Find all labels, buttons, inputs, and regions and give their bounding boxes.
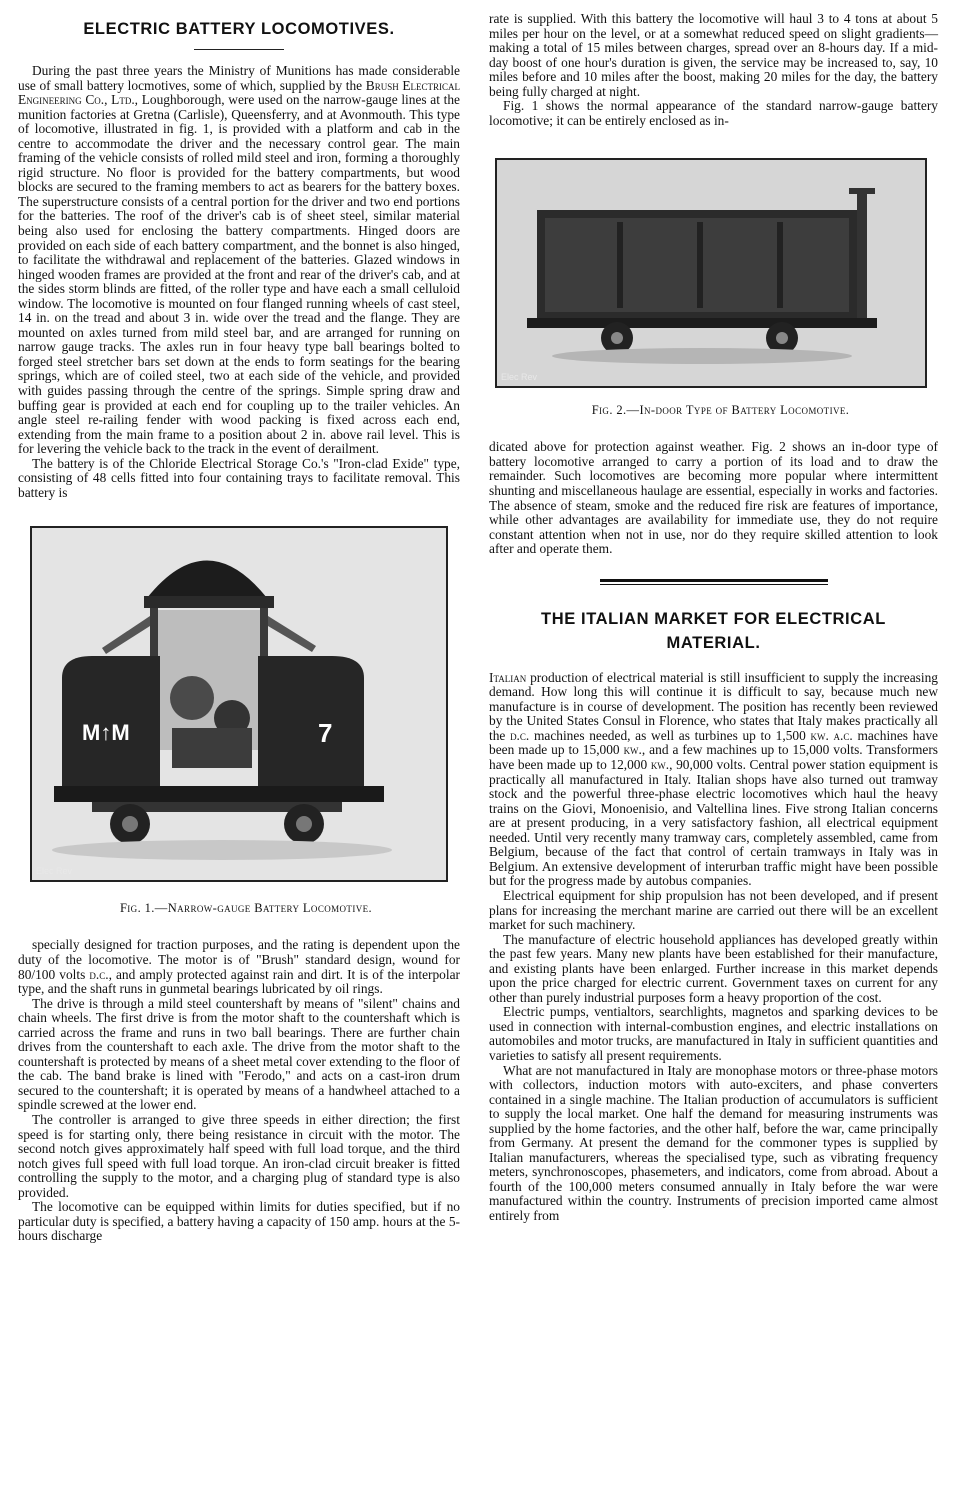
paragraph-household-appliances: The manufacture of electric household appliances has developed greatly within the past few years. Many new plants have been established for their manufacture, and existing plants have been enlarged. Further increase in this market depends upon the price charged for electric current. Government taxes on current for any other than purely industrial purposes form a heavy proportion of the cost. (489, 931, 938, 1005)
figure-1-watermark: Elec Rev (36, 866, 73, 877)
paragraph-rate: rate is supplied. With this battery the locomotive will haul 3 to 4 tons at about 5 miles per hour on the level, or at a somewhat reduced speed on slight gradients—making a total of 15 miles between charges, spread over an 8-hours day. If a mid-day boost of one hour's duration is given, the service may be increased to, say, 10 miles before and 10 miles after the boost, making 20 miles for the day, the battery being fully charged at night. (489, 11, 938, 99)
paragraph-not-manufactured: What are not manufactured in Italy are monophase motors or three-phase motors with collectors, induction motors with auto-exciters, and phase converters contained in a single machine. The Italian production of accumulators is sufficient to supply the local market. One half the demand for measuring instruments was supplied by the home factories, and the other half, before the war, came principally from Germany. At present the demand for the commoner types is supplied by Italian manufacturers, whereas the specialised type, such as vibrating frequency meters, synchronoscopes, phasemeters, and indicators, come from abroad. About a fourth of the 100,000 meters consumed annually in Italy before the war were manufactured within the country. Instruments of precision imported came almost entirely from (489, 1062, 938, 1223)
article-separator-rule (600, 579, 828, 585)
article-title-battery-locomotives: ELECTRIC BATTERY LOCOMOTIVES. (83, 20, 395, 38)
locomotive-illustration (32, 528, 446, 880)
paragraph-electric-pumps: Electric pumps, ventialtors, searchlights, magnetos and sparking devices to be used in connection with internal-combustion engines, and electric installations on automobiles and motor trucks, are manufactured in Italy in sufficient quantities and varieties to satisfy all present requirements. (489, 1004, 938, 1063)
figure-2-watermark: Elec Rev (501, 372, 538, 383)
indoor-locomotive-illustration (497, 160, 925, 386)
figure-1-caption: Fig. 1.—Narrow-gauge Battery Locomotive. (119, 901, 373, 916)
paragraph-equipment: The locomotive can be equipped within limits for duties specified, but if no particular duty is specified, a battery having a capacity of 150 amp. hours at the 5-hours discharge (18, 1199, 460, 1244)
paragraph-drive: The drive is through a mild steel countershaft by means of "silent" chains and chain wheels. The first drive is from the motor shaft to the countershaft which is carried across the frame and runs in two ball bearings. There are further chain drives from the countershaft to each axle. The drive from the motor shaft to the countershaft is protected by means of a sheet metal cover extending to the floor of the cab. The band brake is lined with "Ferodo," and acts on a cast-iron drum secured to the countershaft; it is operated by means of a handwheel attached to a spindle screwed at the lower end. (18, 995, 460, 1113)
paragraph-intro: During the past three years the Ministry of Munitions has made considerable use of small battery locmotives, some of which, supplied by the Brush Electrical Engineering Co., Ltd., Loughborough, were used on the narrow-gauge lines at the munition factories at Gretna (Carlisle), Queensferry, and at Avonmouth. This type of locomotive, illustrated in fig. 1, is provided with a platform and cab in the centre to accommodate the driver and the necessary control gear. The main framing of the vehicle consists of rolled mild steel and iron, forming a thoroughly rigid structure. No floor is provided for the battery compartments, but wood blocks are secured to the framing members to act as bearers for the battery boxes. The superstructure consists of a central portion for the driver and two end portions for the batteries. The roof of the driver's cab is of sheet steel, similar material being also used for enclosing the battery compartments. Hinged doors are provided on each side of each battery compartment, and the bonnet is also hinged, to facilitate the withdrawal and replacement of the batteries. Glazed windows in hinged wooden frames are provided at the front and rear of the driver's cab, and at the sides storm blinds are fitted, of the roller type and have each a small celluloid window. The locomotive is mounted on four flanged running wheels of cast steel, 14 in. on the tread and about 3 in. wide over the tread and the flange. They are mounted on axles turned from mild steel bar, and are arranged for running on narrow gauge tracks. The axles run in four heavy type ball bearings bolted to forged steel stretcher bars set down at the ends to form seatings for the bearing springs, which are of coiled steel, two at each side of the vehicle, and provided with guides passing through the centre of the springs. Simple spring draw and buffing gear is provided at each end for coupling up to the trailer vehicles. An angle steel re-railing fender with wood packing is fixed across each end, extending from the main frame to a position about 2 in. above rail level. This is for levering the vehicle back to the track in the event of derailment. (18, 63, 461, 457)
paragraph-motor: specially designed for traction purposes, and the rating is dependent upon the duty of the locomotive. The motor is of "Brush" standard design, wound for 80/100 volts d.c., and amply protected against rain and dirt. It is of the interpolar type, and the shaft runs in gunmetal bearings lubricated by oil rings. (18, 937, 461, 997)
figure-1-locomotive-photo (30, 526, 448, 882)
paragraph-ship-propulsion: Electrical equipment for ship propulsion has not been developed, and if present plans for increasing the merchant marine are carried out there will be an excellent market for such machinery. (489, 887, 938, 933)
paragraph-battery: The battery is of the Chloride Electrical Storage Co.'s "Iron-clad Exide" type, consisting of 48 cells fitted into four containing trays to facilitate removal. This battery is (18, 455, 460, 500)
figure-2-caption: Fig. 2.—In-door Type of Battery Locomotive. (591, 403, 850, 418)
left-column (18, 12, 460, 1244)
figure-2-indoor-locomotive-photo (495, 158, 927, 388)
company-name: Brush Electrical Engineering Co., Ltd. (18, 77, 461, 108)
paragraph-fig1-reference: Fig. 1 shows the normal appearance of the standard narrow-gauge battery locomotive; it can be entirely enclosed as in- (489, 98, 938, 128)
locomotive-number: 7 (318, 718, 333, 749)
paragraph-italian-production: Italian production of electrical material is still insufficient to supply the increasing demand. How long this will continue it is difficult to say, because much new manufacture is in course of development. The position has recently been reviewed by the United States Consul in Florence, who states that Italy makes practically all the d.c. machines needed, as well as turbines up to 1,500 kw. a.c. machines have been made up to 15,000 kw., and a few machines up to 15,000 volts. Transformers have been made up to 12,000 kw., 90,000 volts. Central power station equipment is practically all manufactured in Italy. Italian shops have also turned out tramway stock and the powerful three-phase electric locomotives which haul the heavy trains on the Giovi, Monoenisio, and Valtellina lines. Five strong Italian concerns are at present producing, in a very satisfactory fashion, all electrical equipment needed. Until very recently many tramway cars, completely assembled, came from Belgium, because of the fact that control of certain tramways in Italy was in Belgium. An extensive development of interurban traffic might have been possible but for the progress made by autobus companies. (489, 669, 938, 889)
right-column (489, 12, 938, 1224)
locomotive-marking-mm: M↑M (82, 720, 130, 746)
title-rule (194, 49, 284, 50)
paragraph-indoor-type: dicated above for protection against weather. Fig. 2 shows an in-door type of battery locomotive arranged to carry a portion of its load and to draw the remainder. Such locomotives are becoming more popular where intermittent shunting and miscellaneous haulage are essential, especially in works and factories. The absence of steam, smoke and the reduced fire risk are features of importance, while other advantages are availability for immediate use, they do not require constant attention when not in use, nor do they require skilled attention to look after and operate them. (489, 439, 938, 557)
article-title-italian-market: THE ITALIAN MARKET FOR ELECTRICAL MATERIAL. (541, 609, 886, 652)
paragraph-controller: The controller is arranged to give three speeds in either direction; the first speed is for starting only, there being resistance in circuit with the motor. The second notch gives approximately half speed with full load torque, and the third notch gives full speed with full load torque. An iron-clad circuit breaker is fitted controlling the supply to the motor, and a charging plug of standard type is also provided. (18, 1111, 460, 1200)
